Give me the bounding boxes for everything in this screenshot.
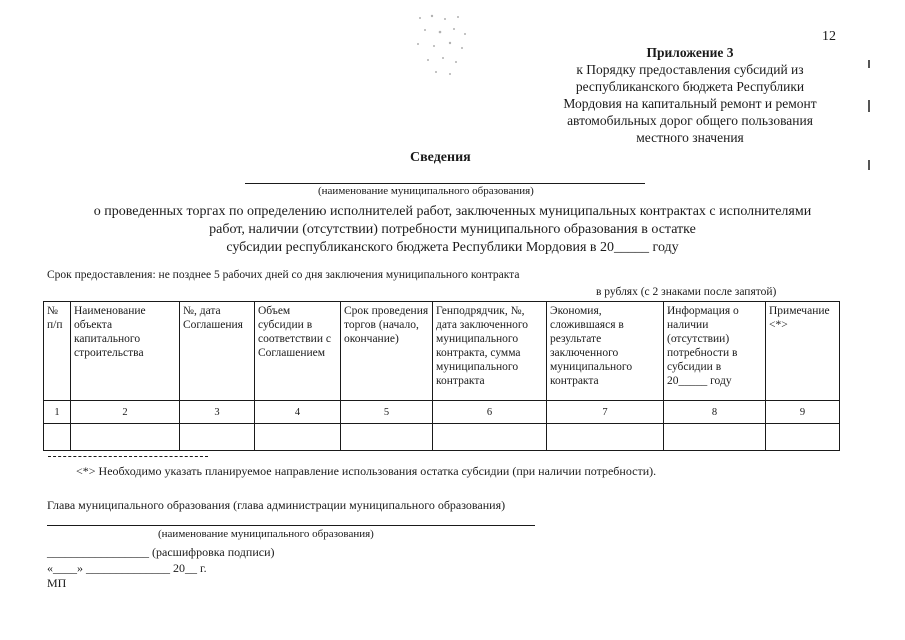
column-number: 6 (433, 401, 547, 424)
column-number: 5 (341, 401, 433, 424)
table-header-row (44, 302, 840, 401)
appendix-line: автомобильных дорог общего пользования (567, 113, 813, 128)
column-header: Информация о наличии (отсутствии) потребности в субсидии в 20_____ году (664, 302, 766, 401)
footnote-separator (48, 456, 208, 457)
column-header: Наименование объекта капитального строительства (71, 302, 180, 401)
signatory-name-caption: (наименование муниципального образования) (158, 528, 374, 540)
deadline-note: Срок предоставления: не позднее 5 рабочих дней со дня заключения муниципального контракта (47, 269, 520, 281)
signature-decode-line: _________________ (расшифровка подписи) (47, 545, 275, 559)
empty-cell (664, 424, 766, 451)
column-number: 4 (255, 401, 341, 424)
column-header: Генподрядчик, №, дата заключенного муниципального контракта, сумма муниципального контракта (433, 302, 547, 401)
appendix-line: к Порядку предоставления субсидий из (576, 62, 804, 77)
municipality-blank-line (245, 183, 645, 184)
document-heading: Сведения (410, 150, 471, 165)
intro-line: работ, наличии (отсутствии) потребности муниципального образования в остатке (209, 222, 696, 237)
empty-cell (341, 424, 433, 451)
appendix-line: Мордовия на капитальный ремонт и ремонт (563, 96, 817, 111)
empty-cell (44, 424, 71, 451)
column-number-row (44, 401, 840, 424)
column-number: 3 (180, 401, 255, 424)
empty-cell (766, 424, 840, 451)
intro-text (30, 203, 875, 257)
signature-date-line: «____» ______________ 20__ г. (47, 561, 207, 575)
margin-mark (868, 60, 870, 68)
column-header: №, дата Соглашения (180, 302, 255, 401)
column-number: 2 (71, 401, 180, 424)
stamp-place-label: МП (47, 576, 67, 590)
data-table (43, 301, 840, 451)
faded-stamp-image (410, 10, 475, 80)
units-note: в рублях (с 2 знаками после запятой) (596, 286, 777, 298)
empty-cell (433, 424, 547, 451)
empty-cell (255, 424, 341, 451)
empty-cell (547, 424, 664, 451)
column-number: 9 (766, 401, 840, 424)
empty-cell (71, 424, 180, 451)
margin-mark (868, 100, 870, 112)
signatory-title: Глава муниципального образования (глава администрации муниципального образования) (47, 498, 506, 512)
column-header: Срок проведения торгов (начало, окончание) (341, 302, 433, 401)
column-number: 8 (664, 401, 766, 424)
municipality-caption: (наименование муниципального образования) (318, 185, 534, 197)
signature-blank-line (47, 525, 535, 526)
column-number: 1 (44, 401, 71, 424)
column-header: Экономия, сложившаяся в результате заключенного муниципального контракта (547, 302, 664, 401)
appendix-line: местного значения (636, 130, 744, 145)
appendix-title: Приложение 3 (646, 45, 734, 60)
empty-cell (180, 424, 255, 451)
column-header: Примечание <*> (766, 302, 840, 401)
margin-mark (868, 160, 870, 170)
intro-line: субсидии республиканского бюджета Республики Мордовия в 20_____ году (226, 240, 679, 255)
column-header: № п/п (44, 302, 71, 401)
appendix-block (540, 44, 840, 146)
intro-line: о проведенных торгах по определению исполнителей работ, заключенных муниципальных контрактах с исполнителями (93, 204, 812, 219)
empty-data-row (44, 424, 840, 451)
footnote: <*> Необходимо указать планируемое направление использования остатка субсидии (при наличии потребности). (76, 464, 657, 478)
appendix-line: республиканского бюджета Республики (575, 79, 805, 94)
page-number: 12 (822, 29, 836, 44)
column-header: Объем субсидии в соответствии с Соглашением (255, 302, 341, 401)
column-number: 7 (547, 401, 664, 424)
